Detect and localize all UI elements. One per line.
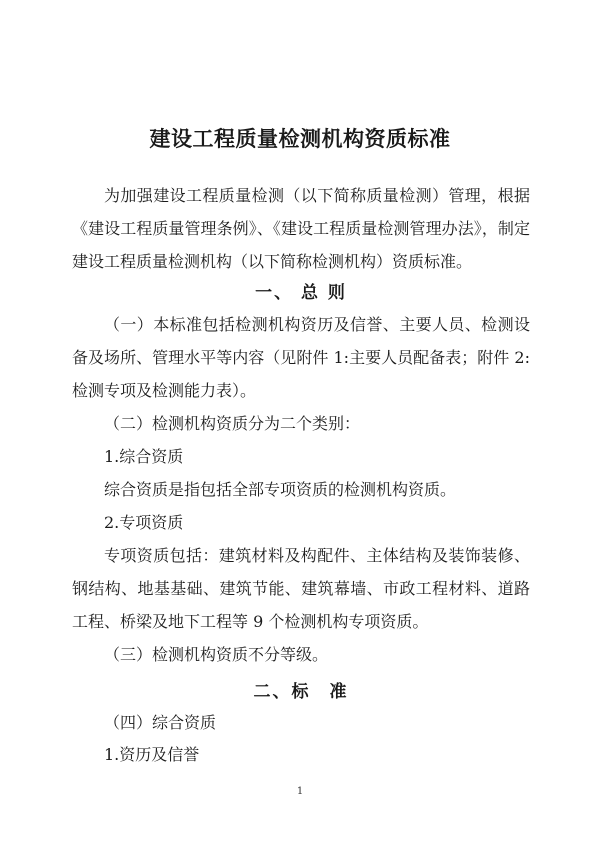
item-special-title: 2.专项资质	[104, 513, 184, 532]
item-comprehensive-title: 1.综合资质	[104, 447, 184, 466]
paragraph-no-grades: （三）检测机构资质不分等级。	[104, 645, 329, 664]
item-comprehensive-text: 综合资质是指包括全部专项资质的检测机构资质。	[104, 480, 457, 499]
paragraph-scope: （一）本标准包括检测机构资历及信誉、主要人员、检测设备及场所、管理水平等内容（见附件 1:主要人员配备表；附件 2:检测专项及检测能力表）。	[72, 315, 530, 400]
item-special-text: 专项资质包括：建筑材料及构配件、主体结构及装饰装修、钢结构、地基基础、建筑节能、建筑幕墙、市政工程材料、道路工程、桥梁及地下工程等 9 个检测机构专项资质。	[72, 546, 530, 631]
paragraph-comprehensive: （四）综合资质	[104, 713, 217, 732]
section-heading-standards: 二、标 准	[253, 682, 349, 702]
intro-paragraph: 为加强建设工程质量检测（以下简称质量检测）管理，根据《建设工程质量管理条例》、《建设工程质量检测管理办法》，制定建设工程质量检测机构（以下简称检测机构）资质标准。	[72, 186, 530, 271]
document-title: 建设工程质量检测机构资质标准	[149, 127, 451, 151]
page-number: 1	[296, 786, 304, 797]
item-credentials-title: 1.资历及信誉	[104, 745, 200, 764]
paragraph-categories: （二）检测机构资质分为二个类别：	[104, 414, 361, 433]
section-heading-general: 一、 总 则	[255, 283, 347, 303]
document-body	[72, 179, 530, 771]
